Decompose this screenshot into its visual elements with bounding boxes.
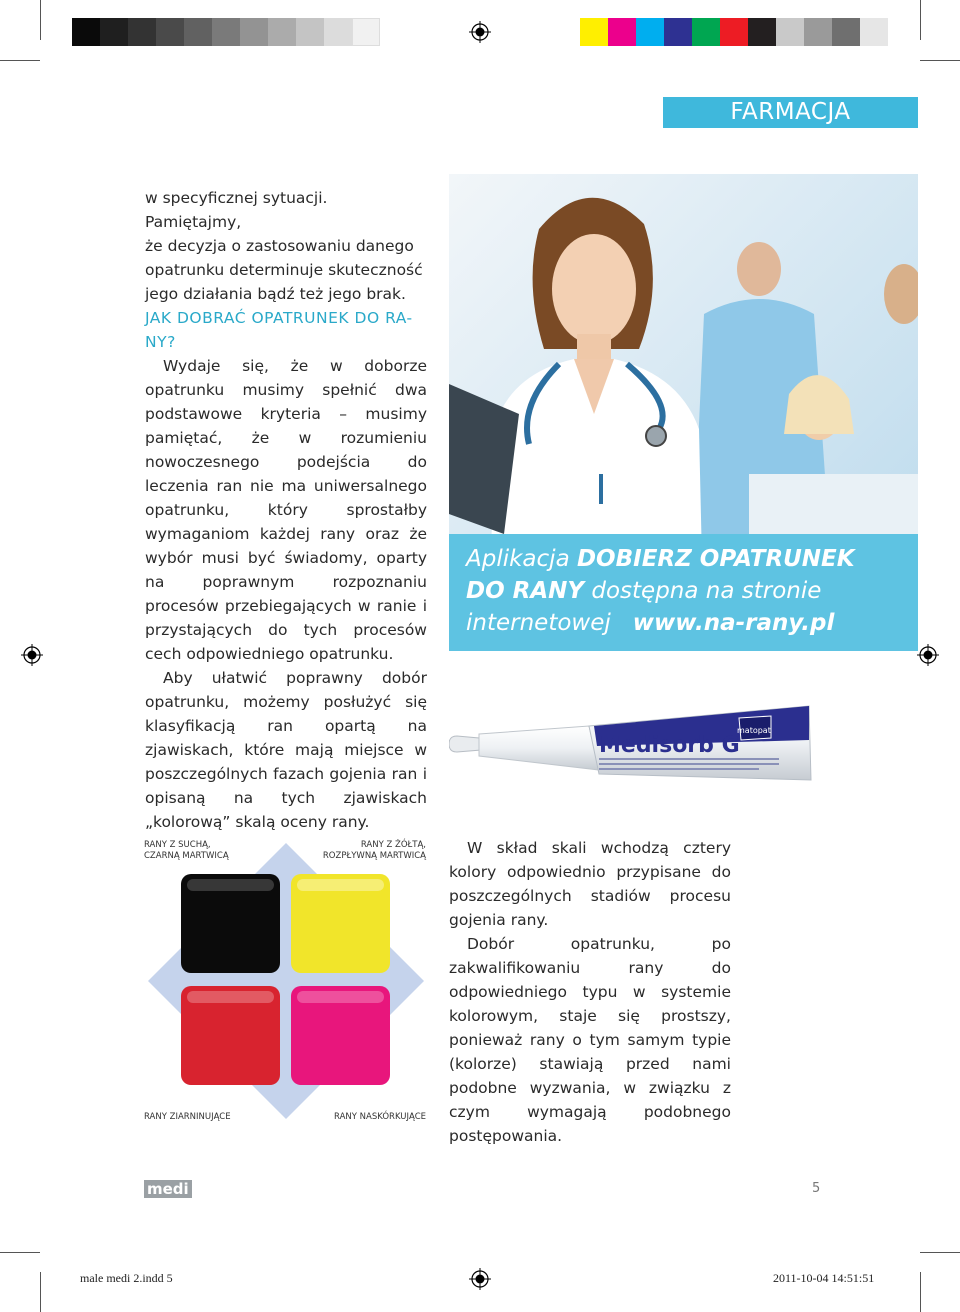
swatch [608, 18, 636, 46]
registration-mark-icon [917, 644, 939, 666]
medi-logo: medi [144, 1180, 192, 1198]
section-tab: FARMACJA [663, 97, 918, 128]
color-squares-graphic [140, 835, 432, 1125]
banner-line-3 [466, 610, 834, 636]
section-heading [145, 306, 427, 354]
banner-prefix: Aplikacja [466, 546, 577, 572]
swatch [720, 18, 748, 46]
swatch [832, 18, 860, 46]
swatch [212, 18, 240, 46]
slug-timestamp: 2011-10-04 14:51:51 [773, 1271, 875, 1285]
crop-line [920, 0, 921, 40]
crop-line [40, 1272, 41, 1312]
swatch [580, 18, 608, 46]
banner-mid: dostępna na stronie [584, 578, 822, 604]
heading-line: NY? [145, 333, 176, 351]
label-line: RANY Z ŻÓŁTĄ, [360, 840, 426, 850]
product-name-text: Medisorb G [599, 733, 740, 758]
body-paragraph: Wydaje się, że w doborze opatrunku musimy spełnić dwa podstawowe kryteria – musimy pamiętać, że w rozumieniu nowoczesnego podejścia do leczenia ran nie ma uniwersalnego opatrunku, który sprostałby wymaganiom każdej rany oraz że wybór musi być świadomy, oparty na poprawnym rozpoznaniu procesów przebiegających w ranie i przystających do tych procesów cech odpowiedniego opatrunku. [145, 357, 427, 663]
crop-line [920, 1272, 921, 1312]
swatch [128, 18, 156, 46]
intro-text [145, 186, 427, 306]
label-line: CZARNĄ MARTWICĄ [144, 851, 229, 861]
crop-line [0, 1252, 40, 1253]
body-paragraph: W skład skali wchodzą cztery kolory odpowiednio przypisane do poszczególnych stadiów procesu gojenia rany. [449, 839, 731, 929]
swatch [776, 18, 804, 46]
banner-url[interactable]: www.na-rany.pl [632, 610, 835, 636]
product-tube-image [449, 700, 813, 792]
app-banner [449, 534, 918, 651]
swatch [352, 18, 380, 46]
swatch [636, 18, 664, 46]
body-paragraph: Dobór opatrunku, po zakwalifikowaniu rany do odpowiedniego typu w systemie kolorowym, staje się prostszy, ponieważ rany o tym samym typie (kolorze) stawiają przed nami podobne wyzwania, w związku z czym wymagają podobnego postępowania. [449, 935, 731, 1145]
swatch [184, 18, 212, 46]
swatch [324, 18, 352, 46]
crop-line [40, 0, 41, 40]
swatch [664, 18, 692, 46]
banner-line-1 [466, 546, 855, 572]
swatch [860, 18, 888, 46]
intro-line: że decyzja o zastosowaniu danego [145, 237, 414, 255]
heading-line: JAK DOBRAĆ OPATRUNEK DO RA- [145, 309, 413, 327]
page-number: 5 [812, 1181, 821, 1196]
intro-line: jego działania bądź też jego brak. [145, 285, 406, 303]
label-line: ROZPŁYWNĄ MARTWICĄ [322, 851, 426, 861]
brand-text: matopat [737, 726, 771, 735]
registration-mark-icon [469, 21, 491, 43]
left-column-body [145, 354, 427, 834]
banner-app-name: DOBIERZ OPATRUNEK [576, 546, 855, 572]
label-granulating-wounds: RANY ZIARNINUJĄCE [144, 1112, 231, 1122]
swatch [268, 18, 296, 46]
intro-line: w specyficznej sytuacji. Pamiętajmy, [145, 189, 328, 231]
swatch [100, 18, 128, 46]
swatch [748, 18, 776, 46]
swatch [692, 18, 720, 46]
swatch [72, 18, 100, 46]
slug-filename: male medi 2.indd 5 [80, 1271, 173, 1285]
registration-mark-icon [469, 1268, 491, 1290]
label-line: RANY Z SUCHĄ, [144, 840, 211, 850]
swatch [296, 18, 324, 46]
intro-line: opatrunku determinuje skuteczność [145, 261, 423, 279]
crop-line [920, 60, 960, 61]
crop-line [920, 1252, 960, 1253]
label-epithelializing-wounds: RANY NASKÓRKUJĄCE [334, 1112, 426, 1122]
body-paragraph: Aby ułatwić poprawny dobór opatrunku, możemy posłużyć się klasyfikacją ran opartą na zjawiskach, które mają miejsce w poszczególnych fazach gojenia ran i opisaną na tych zjawiskach „kolorową” skalą oceny rany. [145, 669, 427, 831]
ointment-tube [449, 700, 813, 792]
wound-color-scale [140, 835, 432, 1125]
banner-app-name-2: DO RANY [466, 578, 585, 604]
swatch [240, 18, 268, 46]
right-column-body [449, 836, 731, 1148]
swatch [804, 18, 832, 46]
swatch [156, 18, 184, 46]
crop-line [0, 60, 40, 61]
registration-mark-icon [21, 644, 43, 666]
banner-line3: internetowej [466, 610, 611, 636]
banner-line-2 [466, 578, 821, 604]
